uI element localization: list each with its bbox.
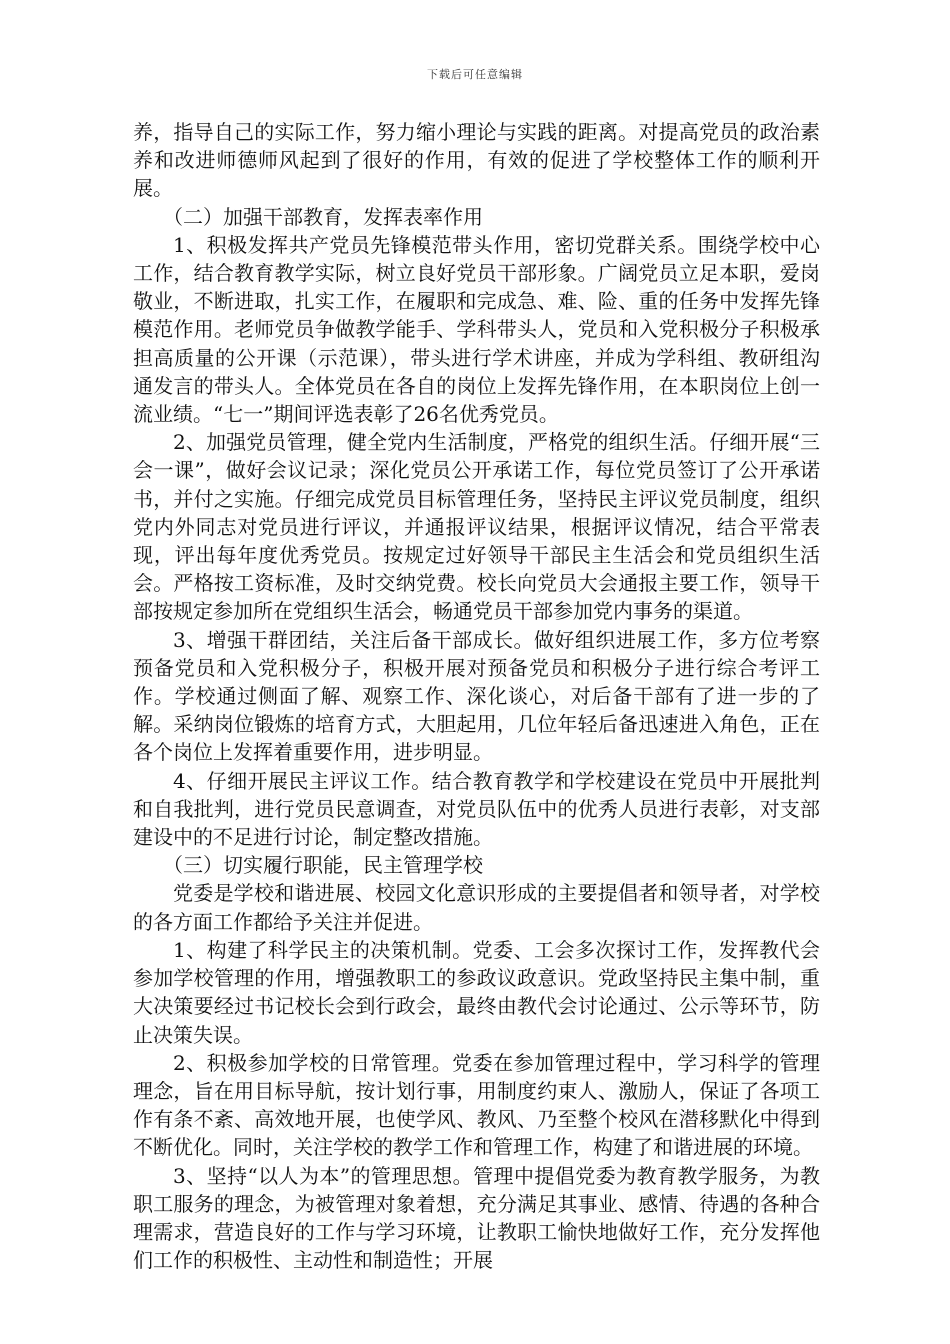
paragraph: 党委是学校和谐进展、校园文化意识形成的主要提倡者和领导者，对学校的各方面工作都给予关注并促进。 xyxy=(133,881,820,934)
page-header: 下载后可任意编辑 xyxy=(427,68,523,81)
paragraph: 1、积极发挥共产党员先锋模范带头作用，密切党群关系。围绕学校中心工作，结合教育教学实际，树立良好党员干部形象。广阔党员立足本职，爱岗敬业，不断进取，扎实工作，在履职和完成急、难、险、重的任务中发挥先锋模范作用。老师党员争做教学能手、学科带头人，党员和入党积极分子积极承担高质量的公开课（示范课），带头进行学术讲座，并成为学科组、教研组沟通发言的带头人。全体党员在各自的岗位上发挥先锋作用，在本职岗位上创一流业绩。“七一”期间评选表彰了26名优秀党员。 xyxy=(133,232,820,427)
paragraph: 3、增强干群团结，关注后备干部成长。做好组织进展工作，多方位考察预备党员和入党积极分子，积极开展对预备党员和积极分子进行综合考评工作。学校通过侧面了解、观察工作、深化谈心，对后备干部有了进一步的了解。采纳岗位锻炼的培育方式，大胆起用，几位年轻后备迅速进入角色，正在各个岗位上发挥着重要作用，进步明显。 xyxy=(133,627,820,765)
paragraph: 4、仔细开展民主评议工作。结合教育教学和学校建设在党员中开展批判和自我批判，进行党员民意调查，对党员队伍中的优秀人员进行表彰，对支部建设中的不足进行讨论，制定整改措施。 xyxy=(133,768,820,850)
document-body xyxy=(133,118,820,1274)
paragraph: 养，指导自己的实际工作，努力缩小理论与实践的距离。对提高党员的政治素养和改进师德师风起到了很好的作用，有效的促进了学校整体工作的顺利开展。 xyxy=(133,120,820,201)
paragraph: 1、构建了科学民主的决策机制。党委、工会多次探讨工作，发挥教代会参加学校管理的作用，增强教职工的参政议政意识。党政坚持民主集中制，重大决策要经过书记校长会到行政会，最终由教代会讨论通过、公示等环节，防止决策失误。 xyxy=(133,937,820,1047)
paragraph: 3、坚持“以人为本”的管理思想。管理中提倡党委为教育教学服务，为教职工服务的理念，为被管理对象着想，充分满足其事业、感情、待遇的各种合理需求，营造良好的工作与学习环境，让教职工愉快地做好工作，充分发挥他们工作的积极性、主动性和制造性；开展 xyxy=(133,1163,820,1273)
section-heading: （三）切实履行职能，民主管理学校 xyxy=(163,853,483,878)
paragraph: 2、积极参加学校的日常管理。党委在参加管理过程中，学习科学的管理理念，旨在用目标导航，按计划行事，用制度约束人、激励人，保证了各项工作有条不紊、高效地开展，也使学风、教风、乃至整个校风在潜移默化中得到不断优化。同时，关注学校的教学工作和管理工作，构建了和谐进展的环境。 xyxy=(133,1050,820,1160)
section-heading: （二）加强干部教育，发挥表率作用 xyxy=(163,204,483,229)
paragraph: 2、加强党员管理，健全党内生活制度，严格党的组织生活。仔细开展“三会一课”，做好会议记录；深化党员公开承诺工作，每位党员签订了公开承诺书，并付之实施。仔细完成党员目标管理任务，坚持民主评议党员制度，组织党内外同志对党员进行评议，并通报评议结果，根据评议情况，结合平常表现，评出每年度优秀党员。按规定过好领导干部民主生活会和党员组织生活会。严格按工资标准，及时交纳党费。校长向党员大会通报主要工作，领导干部按规定参加所在党组织生活会，畅通党员干部参加党内事务的渠道。 xyxy=(133,430,820,624)
